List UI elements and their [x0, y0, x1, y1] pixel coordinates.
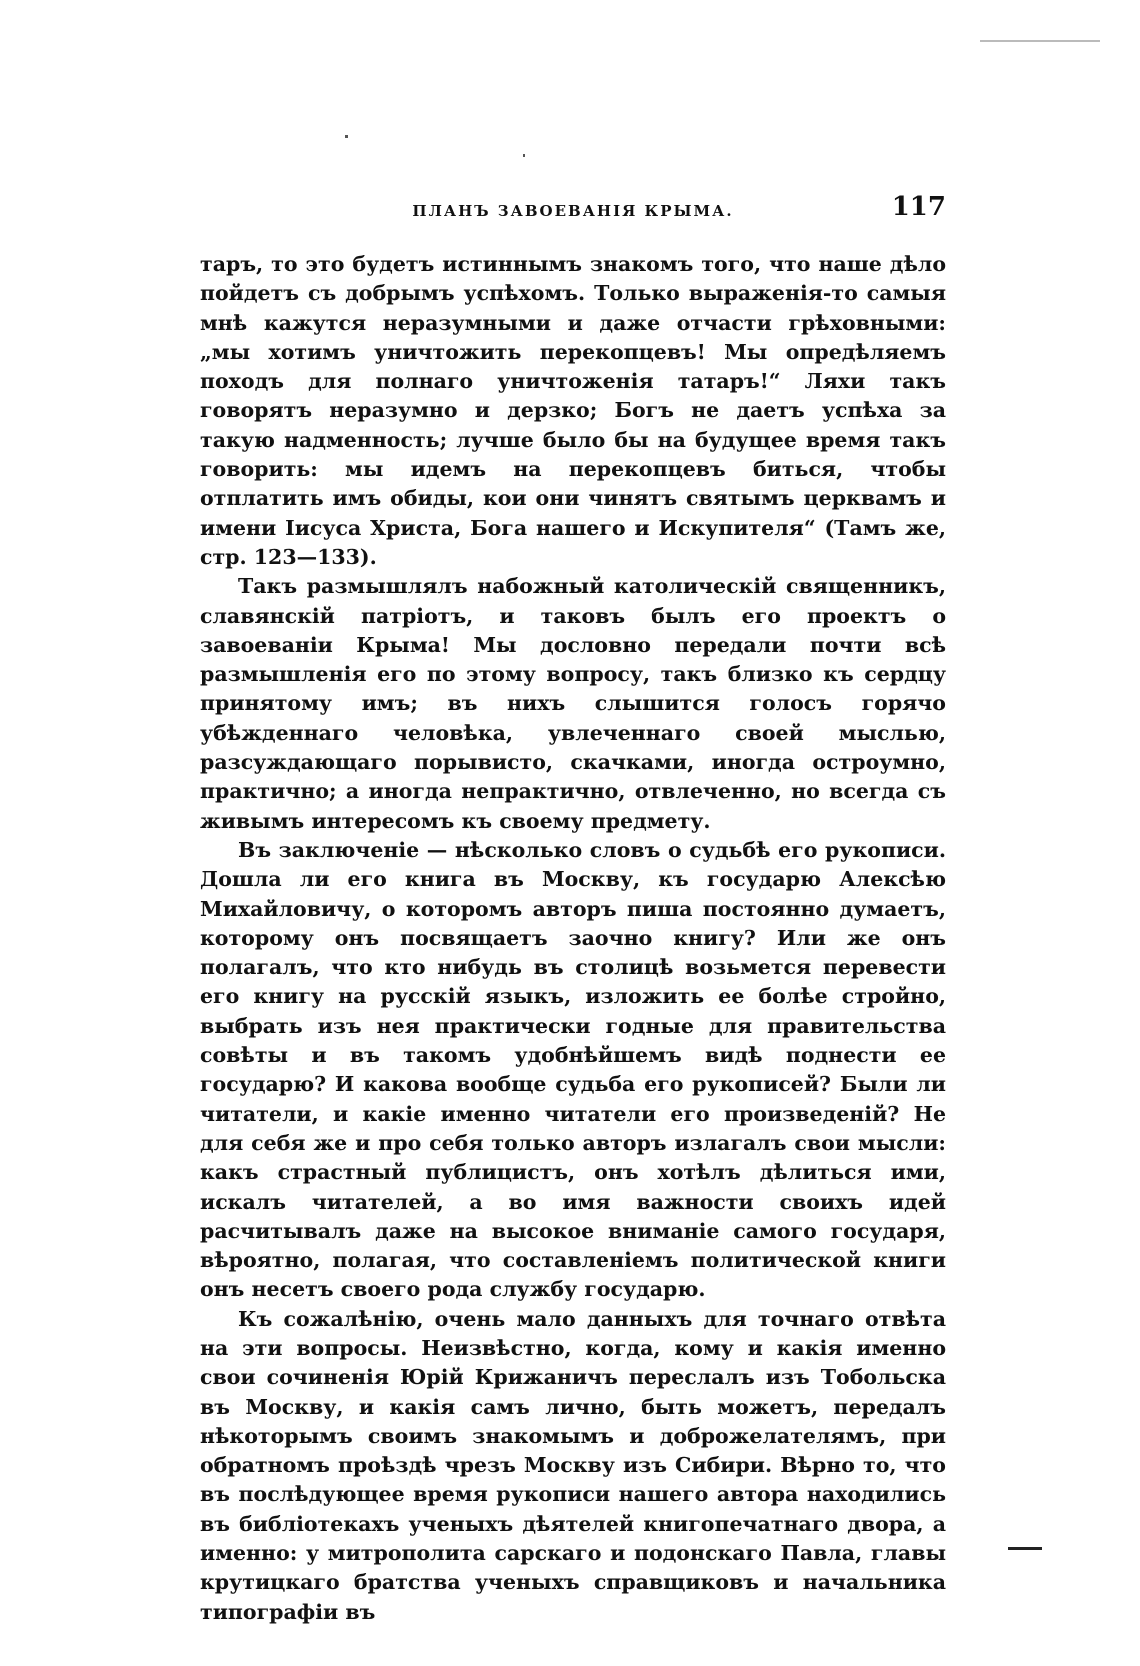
body-text — [200, 250, 946, 1627]
paragraph-4: Къ сожалѣнію, очень мало данныхъ для точнаго отвѣта на эти вопросы. Неизвѣстно, когда, кому и какія именно свои сочиненія Юрій Крижаничъ переслалъ изъ Тобольска въ Москву, и какія самъ лично, быть можетъ, передалъ нѣкоторымъ своимъ знакомымъ и доброжелателямъ, при обратномъ проѣздѣ чрезъ Москву изъ Сибири. Вѣрно то, что въ послѣдующее время рукописи нашего автора находились въ библіотекахъ ученыхъ дѣятелей книгопечатнаго двора, а именно: у митрополита сарскаго и подонскаго Павла, главы крутицкаго братства ученыхъ справщиковъ и начальника типографіи въ — [200, 1306, 946, 1624]
page-header — [200, 192, 946, 232]
paragraph-3: Въ заключеніе — нѣсколько словъ о судьбѣ его рукописи. Дошла ли его книга въ Москву, къ государю Алексѣю Михайловичу, о которомъ авторъ пиша постоянно думаетъ, которому онъ посвящаетъ заочно книгу? Или же онъ полагалъ, что кто нибудь въ столицѣ возьмется перевести его книгу на русскій языкъ, изложить ее болѣе стройно, выбрать изъ нея практически годные для правительства совѣты и въ такомъ удобнѣйшемъ видѣ поднести ее государю? И какова вообще судьба его рукописей? Были ли читатели, и какіе именно читатели его произведеній? Не для себя же и про себя только авторъ излагалъ свои мысли: какъ страстный публицистъ, онъ хотѣлъ дѣлиться ими, искалъ читателей, а во имя важности своихъ идей расчитывалъ даже на высокое вниманіе самого государя, вѣроятно, полагая, что составленіемъ политической книги онъ несетъ своего рода службу государю. — [200, 837, 946, 1302]
scan-artifact-line — [980, 40, 1100, 42]
paragraph-2: Такъ размышлялъ набожный католическій священникъ, славянскій патріотъ, и таковъ былъ его проектъ о завоеваніи Крыма! Мы дословно передали почти всѣ размышленія его по этому вопросу, такъ близко къ сердцу принятому имъ; въ нихъ слышится голосъ горячо убѣжденнаго человѣка, увлеченнаго своей мыслью, разсуждающаго порывисто, скачками, иногда остроумно, практично; а иногда непрактично, отвлеченно, но всегда съ живымъ интересомъ къ своему предмету. — [200, 574, 946, 833]
scan-artifact-dot — [523, 154, 525, 157]
paragraph-1: таръ, то это будетъ истиннымъ знакомъ того, что наше дѣло пойдетъ съ добрымъ успѣхомъ. Только выраженія-то самыя мнѣ кажутся неразумными и даже отчасти грѣховными: „мы хотимъ уничтожить перекопцевъ! Мы опредѣляемъ походъ для полнаго уничтоженія татаръ!“ Ляхи такъ говорятъ неразумно и дерзко; Богъ не даетъ успѣха за такую надменность; лучше было бы на будущее время такъ говорить: мы идемъ на перекопцевъ биться, чтобы отплатить имъ обиды, кои они чинятъ святымъ церквамъ и имени Іисуса Христа, Бога нашего и Искупителя“ (Тамъ же, стр. 123—133). — [200, 252, 946, 569]
scan-artifact-dot — [345, 135, 348, 138]
scan-artifact-dash — [1008, 1547, 1042, 1550]
running-title: ПЛАНЪ ЗАВОЕВАНІЯ КРЫМА. — [412, 202, 734, 220]
page-number: 117 — [891, 192, 946, 222]
